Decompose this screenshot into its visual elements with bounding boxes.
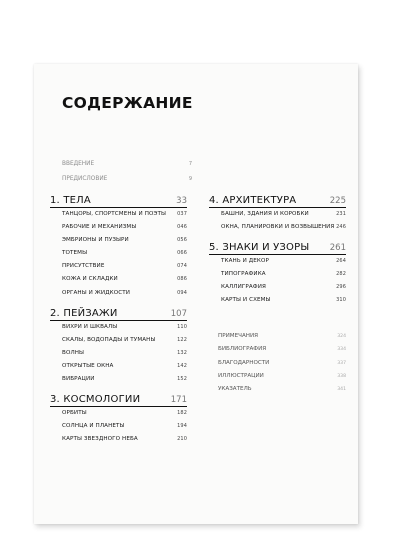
toc-entry: ПРИМЕЧАНИЯ 324 bbox=[218, 333, 346, 339]
toc-entry: ТКАНЬ И ДЕКОР 264 bbox=[221, 258, 346, 265]
toc-entry: ОТКРЫТЫЕ ОКНА 142 bbox=[62, 362, 187, 369]
chapter-items bbox=[50, 410, 187, 449]
chapter-title: 5. ЗНАКИ И УЗОРЫ bbox=[209, 242, 310, 254]
toc-entry: ИЛЛЮСТРАЦИИ 338 bbox=[218, 372, 346, 379]
toc-entry bbox=[62, 176, 192, 191]
toc-entry: КАРТЫ И СХЕМЫ 310 bbox=[221, 297, 346, 304]
chapter-heading bbox=[50, 195, 187, 208]
book-page bbox=[34, 64, 358, 524]
toc-entry: ТОТЕМЫ 066 bbox=[62, 250, 187, 257]
toc-entry: ВИБРАЦИИ 152 bbox=[62, 376, 187, 383]
chapter-page: 171 bbox=[170, 395, 187, 406]
chapter-items bbox=[50, 324, 187, 389]
chapter-page: 107 bbox=[170, 308, 187, 319]
toc-column-left bbox=[50, 195, 187, 454]
chapter-title: 3. КОСМОЛОГИИ bbox=[50, 394, 141, 406]
toc-entry: БАШНИ, ЗДАНИЯ И КОРОБКИ 231 bbox=[221, 211, 346, 217]
toc-entry: КАРТЫ ЗВЕЗДНОГО НЕБА 210 bbox=[62, 436, 187, 443]
toc-entry: БЛАГОДАРНОСТИ 337 bbox=[218, 359, 346, 366]
chapter-items bbox=[209, 258, 346, 310]
chapter-heading bbox=[50, 394, 187, 407]
toc-entry: ОРБИТЫ 182 bbox=[62, 410, 187, 417]
toc-entry: ВОЛНЫ 132 bbox=[62, 349, 187, 356]
chapter-heading bbox=[209, 195, 346, 208]
chapter-title: 1. ТЕЛА bbox=[50, 195, 91, 206]
chapter-title: 4. АРХИТЕКТУРА bbox=[209, 195, 297, 206]
entry-label: ПРЕДИСЛОВИЕ bbox=[62, 176, 108, 182]
chapter-heading bbox=[50, 308, 187, 321]
toc-entry: БИБЛИОГРАФИЯ 334 bbox=[218, 346, 346, 353]
toc-entry: ЭМБРИОНЫ И ПУЗЫРИ 056 bbox=[62, 237, 187, 244]
entry-page: 7 bbox=[188, 161, 192, 167]
chapter-items bbox=[209, 211, 346, 237]
toc-entry: КОЖА И СКЛАДКИ 086 bbox=[62, 276, 187, 283]
chapter-page: 33 bbox=[176, 196, 187, 206]
toc-entry bbox=[62, 161, 192, 176]
toc-entry: ОРГАНЫ И ЖИДКОСТИ 094 bbox=[62, 289, 187, 296]
chapter-items bbox=[50, 211, 187, 303]
entry-page: 9 bbox=[188, 176, 192, 182]
toc-entry: КАЛЛИГРАФИЯ 296 bbox=[221, 284, 346, 291]
toc-entry: ПРИСУТСТВИЕ 074 bbox=[62, 263, 187, 270]
toc-entry: ВИХРИ И ШКВАЛЫ 110 bbox=[62, 323, 187, 330]
chapter-page: 261 bbox=[329, 243, 346, 254]
back-matter bbox=[218, 333, 346, 399]
toc-entry: УКАЗАТЕЛЬ 341 bbox=[218, 386, 346, 393]
chapter-title: 2. ПЕЙЗАЖИ bbox=[50, 307, 118, 319]
toc-entry: ТИПОГРАФИКА 282 bbox=[221, 271, 346, 278]
front-matter bbox=[62, 161, 192, 191]
chapter-page: 225 bbox=[329, 196, 346, 206]
toc-entry: СКАЛЫ, ВОДОПАДЫ И ТУМАНЫ 122 bbox=[62, 336, 187, 343]
toc-entry: СОЛНЦА И ПЛАНЕТЫ 194 bbox=[62, 423, 187, 430]
toc-entry: РАБОЧИЕ И МЕХАНИЗМЫ 046 bbox=[62, 224, 187, 231]
page-title: СОДЕРЖАНИЕ bbox=[62, 94, 193, 112]
toc-entry: ТАНЦОРЫ, СПОРТСМЕНЫ И ПОЭТЫ 037 bbox=[62, 211, 187, 217]
toc-column-right bbox=[209, 195, 346, 316]
chapter-heading bbox=[209, 242, 346, 255]
entry-label: ВВЕДЕНИЕ bbox=[62, 161, 95, 167]
toc-entry: ОКНА, ПЛАНИРОВКИ И ВОЗВЫШЕНИЯ 246 bbox=[221, 224, 346, 231]
